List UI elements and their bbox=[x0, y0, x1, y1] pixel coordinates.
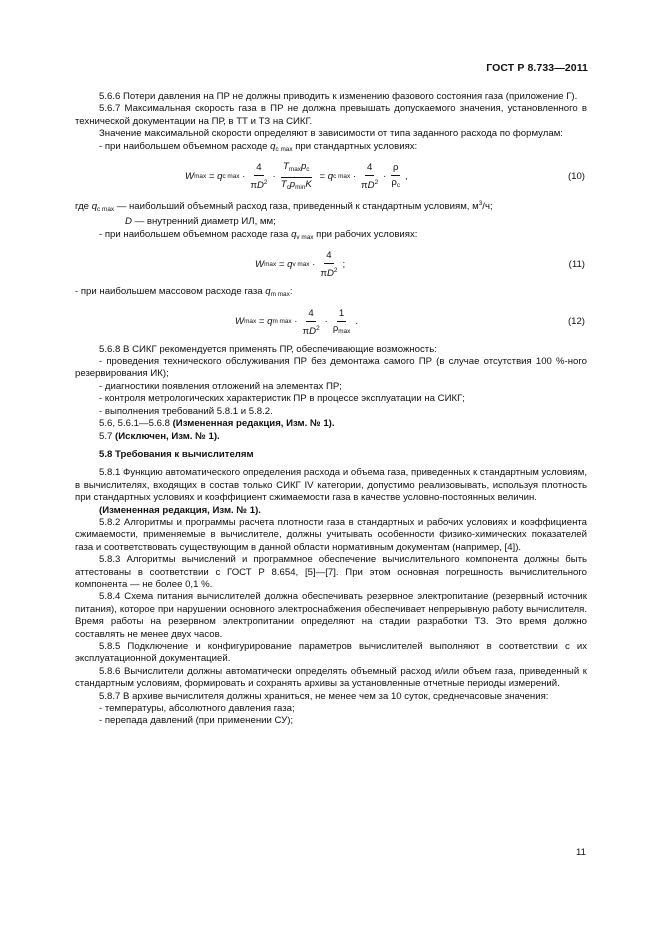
document-id-header: ГОСТ Р 8.733—2011 bbox=[486, 62, 588, 74]
page-body bbox=[75, 91, 587, 728]
page-number: 11 bbox=[576, 847, 586, 858]
paragraph-5-6-8: 5.6.8 В СИКГ рекомендуется применять ПР, обеспечивающие возможность: bbox=[99, 343, 437, 355]
formula-11-expression: W max = q v max · $\frac{4}{\pi D^2}$ ; bbox=[255, 250, 346, 280]
formula-10 bbox=[75, 159, 587, 195]
amendment-5-8-1: (Измененная редакция, Изм. № 1). bbox=[99, 504, 261, 516]
formula-11-number: (11) bbox=[568, 259, 585, 271]
list-item-maintenance: - проведения технического обслуживания ПР без демонтажа самого ПР (в случае отсутствия 100 %-ного резервирования ИК); bbox=[75, 356, 587, 380]
list-item-metrology-control: - контроля метрологических характеристик ПР в процессе эксплуатации на СИКГ; bbox=[99, 393, 465, 405]
list-item-pressure-drop: - перепада давлений (при применении СУ); bbox=[99, 715, 294, 727]
formula-11 bbox=[75, 247, 587, 283]
paragraph-working-conditions: - при наибольшем объемном расходе газа $q_{v max}$ при рабочих условиях: bbox=[99, 228, 418, 241]
paragraph-5-8-1: 5.8.1 Функцию автоматического определения расхода и объема газа, приведенных к стандартным условиям, в вычислителях, входящих в состав только СИКГ IV категории, допустимо реализовывать, используя плотность при стандартных условиях и коэффициент сжимаемости газа в качестве условно-постоянных величин. bbox=[75, 467, 587, 504]
paragraph-where-q: где $q_{c max}$ — наибольший объемный расход газа, приведенный к стандартным условиям, $м^3/ч$; bbox=[75, 200, 493, 214]
paragraph-5-8-2: 5.8.2 Алгоритмы и программы расчета плотности газа в стандартных и рабочих условиях и коэффициента сжимаемости, применяемые в вычислителе, должны учитывать особенности физико-химических показателей газа и соответствовать существующим в данной области нормативным документам (например, [4]). bbox=[75, 516, 587, 553]
paragraph-5-6-6: 5.6.6 Потери давления на ПР не должны приводить к изменению фазового состояния газа (приложение Г). bbox=[99, 91, 578, 102]
amendment-5-6: 5.6, 5.6.1—5.6.8 (Измененная редакция, Изм. № 1). bbox=[99, 418, 335, 430]
paragraph-5-8-7: 5.8.7 В архиве вычислителя должны храниться, не менее чем за 10 суток, среднечасовые значения: bbox=[99, 690, 549, 702]
list-item-temperature: - температуры, абсолютного давления газа; bbox=[99, 703, 295, 715]
formula-10-expression: W max = q c max · $\frac{4}{\pi D^2}$ · $\frac{T_{max}p_c}{T_cp_{min}K}$ = q c max · $\frac{4}{\pi D^2}$ · $\frac{\rho}{\rho_c}$ , bbox=[185, 160, 408, 192]
section-heading-5-8: 5.8 Требования к вычислителям bbox=[99, 448, 254, 460]
paragraph-5-8-6: 5.8.6 Вычислители должны автоматически определять объемный расход и/или объем газа, приведенный к стандартным условиям, формировать и сохранять архивы за установленные отчетные периоды измерений. bbox=[75, 665, 587, 690]
formula-10-number: (10) bbox=[567, 170, 585, 182]
paragraph-5-8-3: 5.8.3 Алгоритмы вычислений и программное обеспечение вычислительного компонента должны быть аттестованы в соответствии с ГОСТ Р 8.654, [5]—[7]. При этом основная погрешность вычислительного компонента — не более 0,1 %. bbox=[75, 554, 587, 590]
paragraph-max-speed: Значение максимальной скорости определяют в зависимости от типа заданного расхода по формулам: bbox=[99, 128, 563, 140]
formula-12 bbox=[75, 305, 587, 341]
paragraph-5-8-5: 5.8.5 Подключение и конфигурирование параметров вычислителей выполняют в соответствии с их эксплуатационной документацией. bbox=[75, 641, 587, 665]
formula-12-number: (12) bbox=[567, 316, 585, 328]
formula-12-expression: W max = q m max · $\frac{4}{\pi D^2}$ · $\frac{1}{\rho_{max}}$ . bbox=[235, 307, 359, 337]
list-item-requirements: - выполнения требований 5.8.1 и 5.8.2. bbox=[99, 405, 273, 417]
amendment-5-7: 5.7 (Исключен, Изм. № 1). bbox=[99, 430, 220, 442]
paragraph-where-d: D — внутренний диаметр ИЛ, мм; bbox=[125, 216, 276, 228]
paragraph-5-6-7: 5.6.7 Максимальная скорость газа в ПР не должна превышать допускаемого значения, установленного в технической документации на ПР, в ТТ и ТЗ на СИКГ. bbox=[75, 103, 587, 127]
paragraph-mass-flow: - при наибольшем массовом расходе газа $q_{m max}$: bbox=[75, 286, 293, 299]
paragraph-standard-conditions: - при наибольшем объемном расходе $q_{c max}$ при стандартных условиях: bbox=[99, 140, 418, 153]
paragraph-5-8-4: 5.8.4 Схема питания вычислителей должна обеспечивать резервное электропитание (резервный источник питания), которое при нарушении основного электроснабжения обеспечивает непрерывную работу вычислителя. Время работы на резервном электропитании определяют на стадии разработки ТЗ. Это время должно составлять не менее двух часов. bbox=[75, 591, 587, 640]
list-item-diagnostics: - диагностики появления отложений на элементах ПР; bbox=[99, 380, 342, 392]
